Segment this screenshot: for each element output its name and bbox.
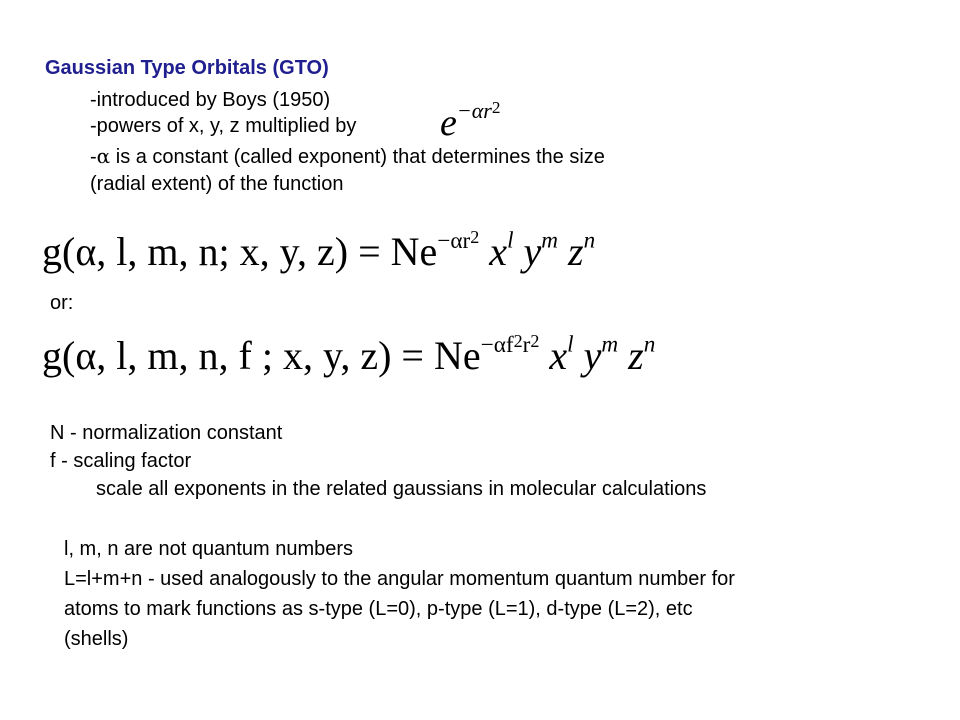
exponential-exponent: −αr	[456, 98, 492, 124]
page-title: Gaussian Type Orbitals (GTO)	[45, 57, 329, 79]
or-label: or:	[50, 292, 74, 314]
gto-equation-exponent-power: 2	[470, 226, 480, 247]
exponential-formula	[440, 98, 501, 144]
intro-line-1: -introduced by Boys (1950)	[90, 89, 331, 111]
gto-equation: g(α, l, m, n; x, y, $z) = Ne^{-\alpha r^2}$ $x^l$ $y^m$ $z^n$	[42, 226, 596, 274]
normalization-definition: N - normalization constant	[50, 422, 283, 444]
notes-line-3: atoms to mark functions as s-type (L=0), p-type (L=1), d-type (L=2), etc	[64, 598, 693, 620]
intro-line-3-text: is a constant (called exponent) that determines the size	[110, 146, 605, 168]
exponential-base: e	[440, 102, 457, 144]
scaling-factor-detail: scale all exponents in the related gaussians in molecular calculations	[96, 478, 707, 500]
scaling-factor-definition: f - scaling factor	[50, 450, 192, 472]
notes-line-1: l, m, n are not quantum numbers	[64, 538, 354, 560]
intro-line-4: (radial extent) of the function	[90, 173, 344, 195]
scaled-gto-equation-exponent: −αf	[480, 331, 514, 358]
intro-line-3	[90, 144, 605, 169]
scaled-gto-equation-lhs: g(α, l, m, n, f ; x, y, z) = Ne	[42, 333, 481, 378]
exponential-exponent-power: 2	[491, 98, 501, 118]
alpha-symbol: α	[96, 144, 111, 168]
intro-line-3-prefix: -	[90, 146, 97, 168]
notes-line-4: (shells)	[64, 628, 129, 650]
gto-equation-lhs: g(α, l, m, n; x, y, z) = Ne	[42, 229, 438, 274]
scaled-gto-equation: g(α, l, m, n, f ; x, y, $z) = Ne^{-\alpha f^2r^2}$ $x^l$ $y^m$ $z^n$	[42, 330, 656, 378]
intro-line-2: -powers of x, y, z multiplied by	[90, 115, 357, 137]
gto-equation-exponent: −αr	[437, 227, 471, 254]
notes-line-2: L=l+m+n - used analogously to the angular momentum quantum number for	[64, 568, 735, 590]
